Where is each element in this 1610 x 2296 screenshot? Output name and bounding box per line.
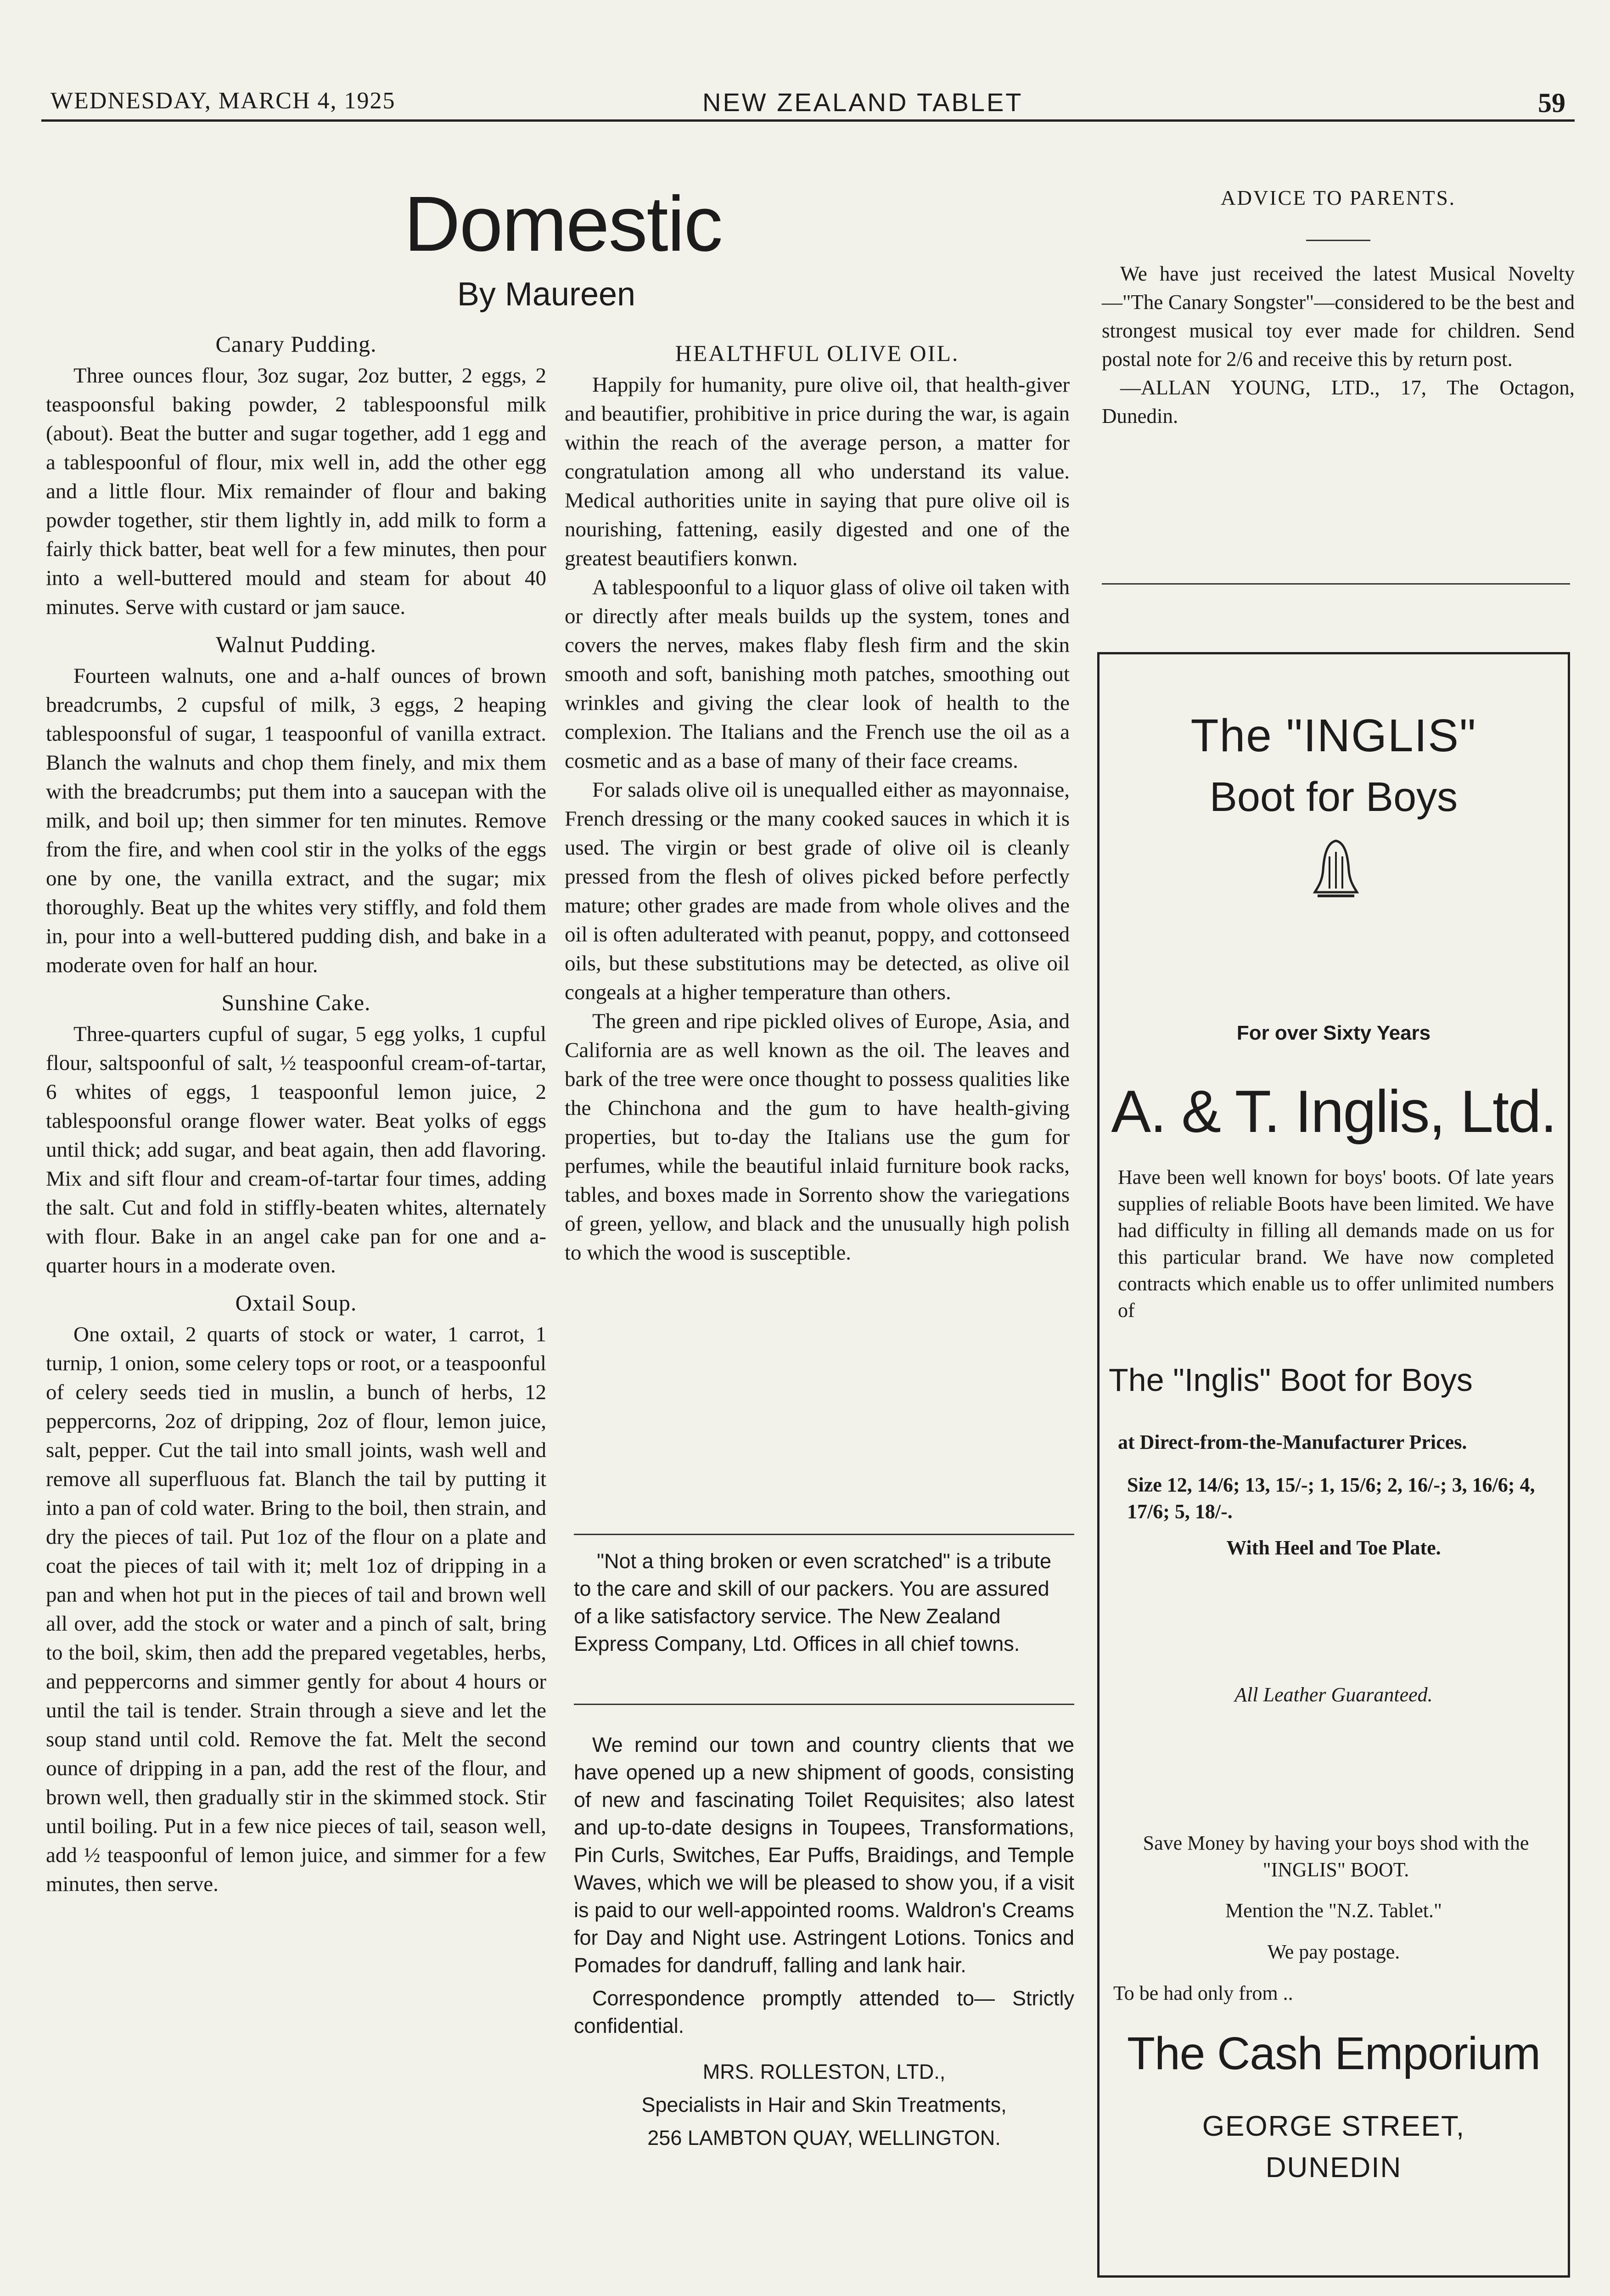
- inglis-prices: Size 12, 14/6; 13, 15/-; 1, 15/6; 2, 16/-; 3, 16/6; 4, 17/6; 5, 18/-.: [1127, 1474, 1535, 1523]
- rolleston-ad-correspondence: Correspondence promptly attended to— Strictly confidential.: [574, 1986, 1074, 2037]
- header-rule: [41, 119, 1575, 122]
- article-title: HEALTHFUL OLIVE OIL.: [675, 340, 959, 366]
- divider: [574, 1534, 1074, 1535]
- advice-to-parents-ad: [1102, 184, 1575, 430]
- inglis-company: A. & T. Inglis, Ltd.: [1111, 1078, 1556, 1145]
- recipe-text-sunshine: Three-quarters cupful of sugar, 5 egg yolks, 1 cupful flour, saltspoonful of salt, ½ teaspoonful cream-of-tartar, 6 whites of eggs, 1 teaspoonful lemon juice, 2 tablespoonsful orange flower water. Beat yolks of eggs until thick; add sugar, and beat again, then add flavoring. Mix and sift flour and cream-of-tartar four times, adding the salt. Cut and fold in stiffly-beaten whites, alternately with flour. Bake in an angel cake pan for one and a-quarter hours in a moderate oven.: [46, 1022, 546, 1277]
- rolleston-ad-name: MRS. ROLLESTON, LTD.,: [702, 2060, 946, 2083]
- inglis-save: Save Money by having your boys shod with the "INGLIS" BOOT.: [1143, 1832, 1529, 1881]
- inglis-prices-heading: at Direct-from-the-Manufacturer Prices.: [1118, 1431, 1467, 1453]
- header-paper-title: NEW ZEALAND TABLET: [702, 88, 1023, 117]
- rolleston-ad: [574, 1731, 1074, 2157]
- inglis-street: GEORGE STREET,: [1202, 2110, 1465, 2142]
- recipe-title-sunshine: Sunshine Cake.: [221, 990, 371, 1015]
- section-title: Domestic: [404, 180, 722, 268]
- inglis-title-line1: The "INGLIS": [1190, 710, 1477, 761]
- recipe-text-canary: Three ounces flour, 3oz sugar, 2oz butter, 2 eggs, 2 teaspoonsful baking powder, 2 tablespoonsful milk (about). Beat the butter and sugar together, add 1 egg and a tablespoonful of flour, mix well in, add the other egg and a little flour. Mix remainder of flour and baking powder together, stir them lightly in, add milk to form a fairly thick batter, beat well for a few minutes, then pour into a well-buttered mould and steam for about 40 minutes. Serve with custard or jam sauce.: [46, 364, 546, 619]
- recipe-title-oxtail: Oxtail Soup.: [235, 1290, 357, 1316]
- inglis-mention: Mention the "N.Z. Tablet.": [1225, 1899, 1442, 1922]
- page-header: [41, 87, 1570, 119]
- inglis-title-line3: The "Inglis" Boot for Boys: [1109, 1362, 1473, 1398]
- advice-dash: [1306, 240, 1370, 241]
- inglis-since: For over Sixty Years: [1236, 1022, 1431, 1044]
- article-paragraph: Happily for humanity, pure olive oil, that health-giver and beautifier, prohibitive in price during the war, is again within the reach of the average person, a matter for congratulation among all who understand its value. Medical authorities unite in saying that pure olive oil is nourishing, fattening, easily digested and one of the greatest beautifiers konwn.: [565, 373, 1070, 570]
- inglis-title-line2: Boot for Boys: [1209, 774, 1458, 820]
- divider: [1102, 583, 1570, 585]
- inglis-from: To be had only from ..: [1113, 1982, 1293, 2004]
- inglis-city: DUNEDIN: [1265, 2152, 1402, 2183]
- inglis-postage: We pay postage.: [1267, 1941, 1400, 1963]
- express-company-ad: [574, 1548, 1070, 1658]
- recipes-column: [46, 321, 546, 1899]
- express-ad-text: "Not a thing broken or even scratched" is a tribute to the care and skill of our packers. You are assured of a like satisfactory service. The New Zealand Express Company, Ltd. Offices in all chief towns.: [574, 1549, 1051, 1655]
- divider: [574, 1704, 1074, 1705]
- article-paragraph: The green and ripe pickled olives of Europe, Asia, and California are as well known as the oil. The leaves and bark of the tree were once thought to possess qualities like the Chinchona and the gum to have health-giving properties, but to-day the Italians use the gum for perfumes, while the beautiful inlaid furniture book racks, tables, and boxes made in Sorrento show the variegations of green, yellow, and black and the unusually high polish to which the wood is susceptible.: [565, 1009, 1070, 1265]
- inglis-boot-ad: [1097, 652, 1570, 2278]
- header-date: WEDNESDAY, MARCH 4, 1925: [50, 88, 396, 114]
- header-page-number: 59: [1538, 88, 1565, 118]
- article-paragraph: A tablespoonful to a liquor glass of olive oil taken with or directly after meals builds up the system, tones and covers the nerves, makes flaby flesh firm and the skin smooth and soft, banishing moth patches, smoothing out wrinkles and giving the clear look of health to the complexion. The Italians and the French use the oil as a cosmetic and as a base of many of their face creams.: [565, 575, 1070, 773]
- recipe-title-walnut: Walnut Pudding.: [216, 631, 376, 657]
- recipe-title-canary: Canary Pudding.: [215, 331, 377, 357]
- recipe-text-walnut: Fourteen walnuts, one and a-half ounces of brown breadcrumbs, 2 cupsful of milk, 3 eggs, 2 heaping tablespoonsful of sugar, 1 teaspoonful of vanilla extract. Blanch the walnuts and chop them finely, and mix them with the breadcrumbs; put them into a saucepan with the milk, and boil up; then simmer for ten minutes. Remove from the fire, and when cool stir in the yolks of the eggs one by one, the vanilla extract, and the sugar; mix thoroughly. Beat up the whites very stiffly, and fold them in, pour into a well-buttered pudding dish, and bake in a moderate oven for half an hour.: [46, 664, 546, 977]
- rolleston-ad-address: 256 LAMBTON QUAY, WELLINGTON.: [647, 2126, 1001, 2150]
- inglis-heel: With Heel and Toe Plate.: [1226, 1536, 1441, 1559]
- recipe-text-oxtail: One oxtail, 2 quarts of stock or water, 1 carrot, 1 turnip, 1 onion, some celery tops or root, or a teaspoonful of celery seeds tied in muslin, a bunch of herbs, 12 peppercorns, 2oz of dripping, 2oz of flour, lemon juice, salt, pepper. Cut the tail into small joints, wash well and remove all superfluous fat. Blanch the tail by putting it into a pan of cold water. Bring to the boil, then strain, and dry the pieces of tail. Put 1oz of the flour on a plate and coat the pieces of tail with it; melt 1oz of dripping in a pan and when hot put in the pieces of tail and brown well all over, add the stock or water and a pinch of salt, bring to the boil, skim, then add the prepared vegetables, herbs, and peppercorns and simmer gently for about 4 hours or until the tail is tender. Strain through a sieve and let the soup stand until cold. Remove the fat. Melt the second ounce of dripping in a pan, add the rest of the flour, and brown well, then gradually stir in the skimmed stock. Stir until boiling. Put in a few nice pieces of tail, season well, add ½ teaspoonful of lemon juice, and simmer for a few minutes, then serve.: [46, 1322, 546, 1896]
- inglis-emporium: The Cash Emporium: [1127, 2028, 1540, 2079]
- bell-logo-icon: [1313, 838, 1359, 902]
- advice-title: ADVICE TO PARENTS.: [1221, 186, 1456, 209]
- olive-oil-article: [565, 331, 1070, 1267]
- section-byline: By Maureen: [457, 276, 636, 313]
- inglis-guarantee: All Leather Guaranteed.: [1234, 1683, 1433, 1706]
- inglis-description: Have been well known for boys' boots. Of late years supplies of reliable Boots have been limited. We have had difficulty in filling all demands made on us for this particular brand. We have now completed contracts which enable us to offer unlimited numbers of: [1118, 1166, 1554, 1322]
- advice-text: We have just received the latest Musical Novelty—"The Canary Songster"—considered to be the best and strongest musical toy ever made for children. Send postal note for 2/6 and receive this by return post.: [1102, 262, 1575, 371]
- rolleston-ad-specialists: Specialists in Hair and Skin Treatments,: [641, 2093, 1007, 2116]
- rolleston-ad-body: We remind our town and country clients that we have opened up a new shipment of goods, consisting of new and fascinating Toilet Requisites; also latest and up-to-date designs in Toupees, Transformations, Pin Curls, Switches, Ear Puffs, Braidings, and Temple Waves, which we will be pleased to show you, if a visit is paid to our well-appointed rooms. Waldron's Creams for Day and Night use. Astringent Lotions. Tonics and Pomades for dandruff, falling and lank hair.: [574, 1733, 1074, 1977]
- article-paragraph: For salads olive oil is unequalled either as mayonnaise, French dressing or the many cooked sauces in which it is used. The virgin or best grade of olive oil is cleanly pressed from the flesh of olives picked before perfectly mature; other grades are made from whole olives and the oil is often adulterated with peanut, poppy, and cottonseed oils, but these substitutions may be detected, as olive oil congeals at a higher temperature than others.: [565, 778, 1070, 1004]
- advice-signature: —ALLAN YOUNG, LTD., 17, The Octagon, Dunedin.: [1102, 376, 1575, 428]
